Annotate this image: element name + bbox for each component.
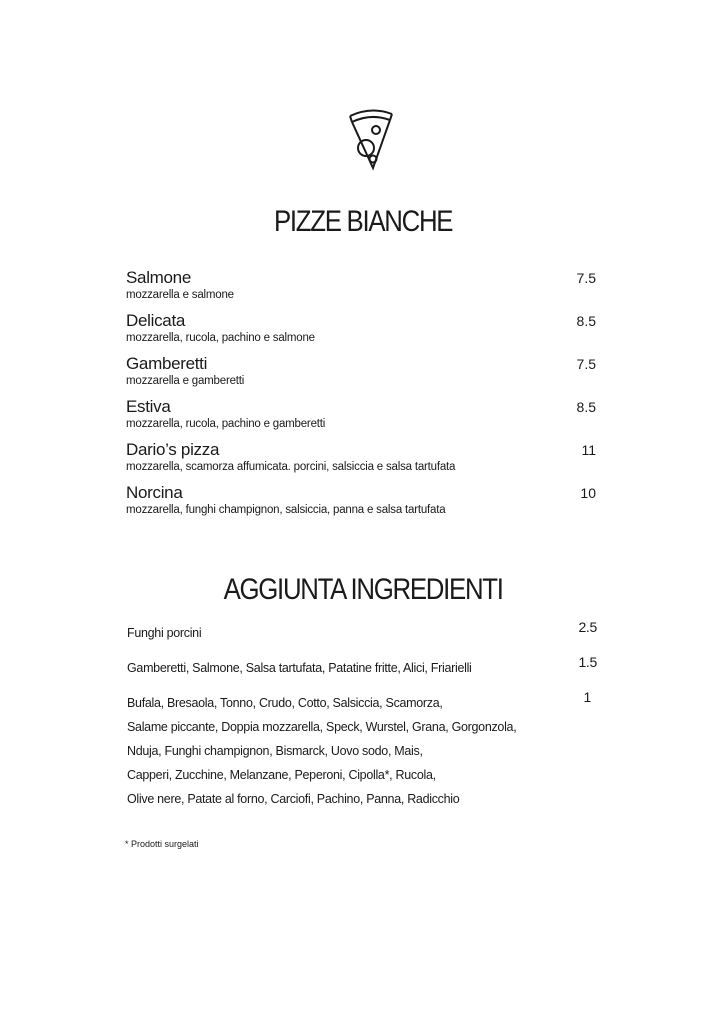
pizza-list (126, 268, 596, 526)
addon-price: 1 (583, 689, 591, 705)
item-desc: mozzarella, rucola, pachino e salmone (126, 332, 315, 344)
addon-list (127, 621, 597, 811)
menu-item (126, 440, 596, 483)
item-name: Delicata (126, 311, 186, 330)
menu-item (126, 397, 596, 440)
addon-group (127, 691, 597, 811)
menu-item (126, 268, 596, 311)
addon-line: Funghi porcini (127, 626, 202, 640)
menu-item (126, 354, 596, 397)
item-price: 7.5 (576, 356, 596, 372)
item-name: Gamberetti (126, 354, 208, 373)
item-name: Dario’s pizza (126, 440, 220, 459)
item-desc: mozzarella e salmone (126, 289, 234, 301)
addon-line: Gamberetti, Salmone, Salsa tartufata, Patatine fritte, Alici, Friarielli (127, 661, 472, 675)
item-price: 8.5 (576, 399, 596, 415)
addon-line: Capperi, Zucchine, Melanzane, Peperoni, Cipolla*, Rucola, (127, 768, 436, 782)
addon-line: Nduja, Funghi champignon, Bismarck, Uovo sodo, Mais, (127, 744, 423, 758)
addon-line: Bufala, Bresaola, Tonno, Crudo, Cotto, Salsiccia, Scamorza, (127, 696, 443, 710)
item-name: Salmone (126, 268, 191, 287)
section-title-aggiunta-ingredienti: AGGIUNTA INGREDIENTI (223, 573, 503, 606)
item-desc: mozzarella e gamberetti (126, 375, 245, 387)
footnote: * Prodotti surgelati (125, 839, 199, 849)
section-title-pizze-bianche: PIZZE BIANCHE (274, 205, 453, 238)
item-name: Norcina (126, 483, 183, 502)
item-desc: mozzarella, scamorza affumicata. porcini, salsiccia e salsa tartufata (126, 461, 456, 473)
item-price: 8.5 (576, 313, 596, 329)
addon-group (127, 656, 597, 691)
item-desc: mozzarella, rucola, pachino e gamberetti (126, 418, 326, 430)
item-price: 11 (581, 442, 596, 458)
menu-item (126, 483, 596, 526)
addon-price: 2.5 (578, 619, 597, 635)
item-price: 10 (580, 485, 596, 501)
menu-item (126, 311, 596, 354)
pizza-slice-icon (346, 104, 396, 174)
item-price: 7.5 (576, 270, 596, 286)
addon-price: 1.5 (578, 654, 597, 670)
item-desc: mozzarella, funghi champignon, salsiccia, panna e salsa tartufata (126, 504, 446, 516)
item-name: Estiva (126, 397, 171, 416)
addon-group (127, 621, 597, 656)
addon-line: Salame piccante, Doppia mozzarella, Speck, Wurstel, Grana, Gorgonzola, (127, 720, 517, 734)
addon-line: Olive nere, Patate al forno, Carciofi, Pachino, Panna, Radicchio (127, 792, 460, 806)
